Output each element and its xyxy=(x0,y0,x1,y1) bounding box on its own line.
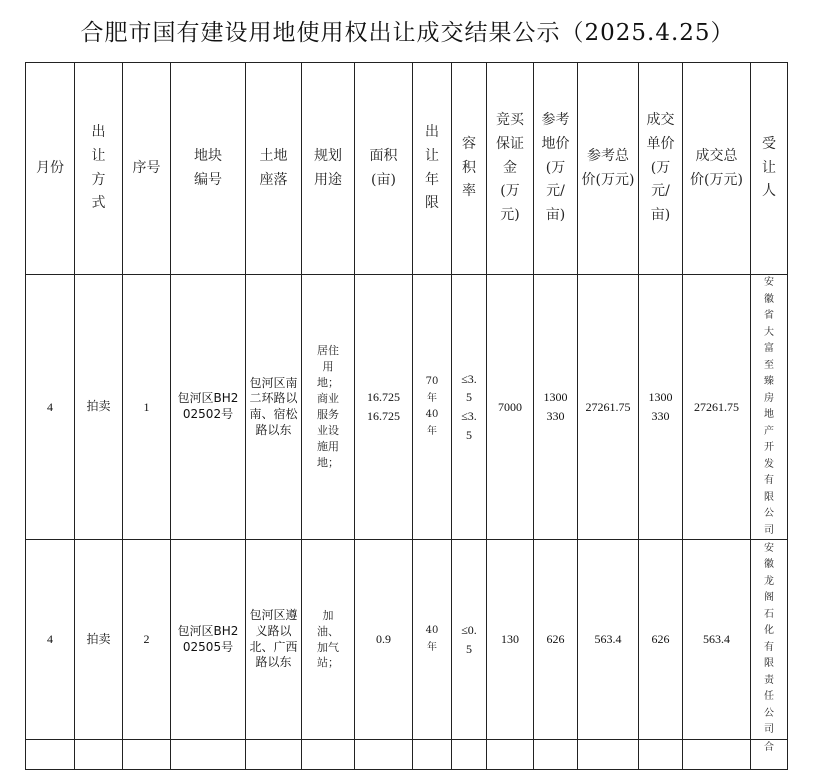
cell-ref-price: 626 xyxy=(534,540,578,740)
header-seq: 序号 xyxy=(123,63,171,275)
cell-method: 拍卖 xyxy=(75,275,123,540)
header-location: 土地座落 xyxy=(246,63,302,275)
cell-ref-total: 563.4 xyxy=(578,540,639,740)
cell-empty xyxy=(683,740,751,770)
header-method: 出让方式 xyxy=(75,63,123,275)
cell-far-line: ≤3.5 xyxy=(461,409,477,442)
cell-empty xyxy=(578,740,639,770)
cell-ref-total: 27261.75 xyxy=(578,275,639,540)
cell-deposit: 130 xyxy=(487,540,534,740)
cell-location: 包河区遵义路以北、广西路以东 xyxy=(246,540,302,740)
header-deposit: 竞买保证金(万元) xyxy=(487,63,534,275)
cell-term-line: 40年 xyxy=(425,409,439,437)
table-row xyxy=(26,540,788,740)
cell-usage: 居住用地；商业服务业设施用地； xyxy=(302,275,355,540)
cell-far: ≤0.5 xyxy=(452,540,487,740)
cell-total-price: 27261.75 xyxy=(683,275,751,540)
cell-month: 4 xyxy=(26,275,75,540)
header-ref-total: 参考总价(万元) xyxy=(578,63,639,275)
cell-deposit: 7000 xyxy=(487,275,534,540)
header-winner: 受让人 xyxy=(751,63,788,275)
header-unit-price: 成交单价(万元/亩) xyxy=(639,63,683,275)
cell-plot-no: 包河区BH202502号 xyxy=(171,275,246,540)
cell-unit-price: 626 xyxy=(639,540,683,740)
cell-ref-price: 1300330 xyxy=(534,275,578,540)
cell-far-line: ≤3.5 xyxy=(461,371,477,405)
table-row xyxy=(26,275,788,540)
cell-area-line: 16.725 xyxy=(367,409,400,423)
cell-empty xyxy=(302,740,355,770)
cell-usage: 加油、加气站； xyxy=(302,540,355,740)
cell-empty xyxy=(487,740,534,770)
table-row-partial xyxy=(26,740,788,770)
cell-empty xyxy=(171,740,246,770)
header-row xyxy=(26,63,788,275)
cell-empty xyxy=(452,740,487,770)
cell-total-price: 563.4 xyxy=(683,540,751,740)
cell-area-line: 16.725 xyxy=(367,390,400,405)
header-usage: 规划用途 xyxy=(302,63,355,275)
cell-empty xyxy=(355,740,413,770)
cell-empty xyxy=(75,740,123,770)
cell-term-line: 70年 xyxy=(425,376,439,404)
cell-empty xyxy=(534,740,578,770)
cell-winner: 合 xyxy=(751,740,788,770)
cell-empty xyxy=(639,740,683,770)
header-month: 月份 xyxy=(26,63,75,275)
cell-seq: 1 xyxy=(123,275,171,540)
cell-plot-no: 包河区BH202505号 xyxy=(171,540,246,740)
land-transfer-table xyxy=(25,62,788,770)
header-total-price: 成交总价(万元) xyxy=(683,63,751,275)
cell-term: 40年 xyxy=(413,540,452,740)
cell-area: 0.9 xyxy=(355,540,413,740)
cell-empty xyxy=(123,740,171,770)
header-far: 容积率 xyxy=(452,63,487,275)
header-area: 面积(亩) xyxy=(355,63,413,275)
cell-location: 包河区南二环路以南、宿松路以东 xyxy=(246,275,302,540)
cell-method: 拍卖 xyxy=(75,540,123,740)
cell-empty xyxy=(413,740,452,770)
header-ref-price: 参考地价(万元/亩) xyxy=(534,63,578,275)
page-title: 合肥市国有建设用地使用权出让成交结果公示（2025.4.25） xyxy=(80,20,735,46)
cell-empty xyxy=(26,740,75,770)
cell-unit-price: 1300330 xyxy=(639,275,683,540)
cell-empty xyxy=(246,740,302,770)
cell-term xyxy=(413,275,452,540)
cell-far xyxy=(452,275,487,540)
header-term: 出让年限 xyxy=(413,63,452,275)
header-plot-no: 地块编号 xyxy=(171,63,246,275)
cell-seq: 2 xyxy=(123,540,171,740)
cell-month: 4 xyxy=(26,540,75,740)
cell-winner: 安徽省大富至臻房地产开发有限公司 xyxy=(751,275,788,540)
cell-area xyxy=(355,275,413,540)
cell-winner: 安徽龙阁石化有限责任公司 xyxy=(751,540,788,740)
